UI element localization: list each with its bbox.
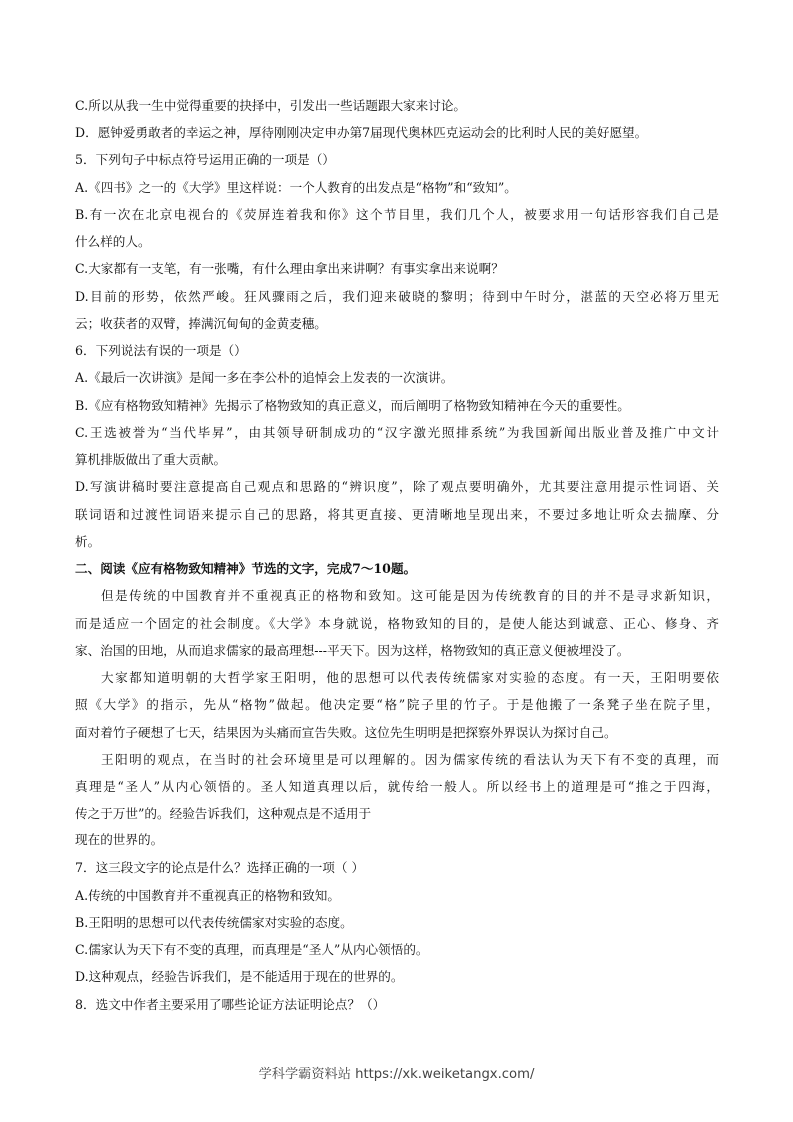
section-heading: 二、阅读《应有格物致知精神》节选的文字，完成7～10题。 bbox=[75, 561, 417, 576]
option-d-q7: D.这种观点，经验告诉我们，是不能适用于现在的世界的。 bbox=[75, 969, 404, 984]
option-d-q6-line2: 联词语和过渡性词语来提示自己的思路，将其更直接、更清晰地呈现出来，不要过多地让听众去揣摩、分 bbox=[75, 507, 719, 522]
option-a-q6: A.《最后一次讲演》是闻一多在李公朴的追悼会上发表的一次演讲。 bbox=[75, 370, 454, 385]
option-a-q5: A.《四书》之一的《大学》里这样说：一个人教育的出发点是“格物”和“致知”。 bbox=[75, 180, 517, 195]
footer-watermark: 学科学霸资料站 https://xk.weiketangx.com/ bbox=[258, 1067, 535, 1082]
passage-p3-line3: 传之于万世”的。经验告诉我们，这种观点是不适用于 bbox=[75, 806, 372, 821]
option-d-q6-line3: 析。 bbox=[75, 534, 101, 549]
option-c-q7: C.儒家认为天下有不变的真理，而真理是“圣人”从内心领悟的。 bbox=[75, 942, 429, 957]
option-b-q5-line1: B.有一次在北京电视台的《荧屏连着我和你》这个节目里，我们几个人，被要求用一句话形容我们自己是 bbox=[75, 207, 719, 222]
option-b-q7: B.王阳明的思想可以代表传统儒家对实验的态度。 bbox=[75, 915, 353, 930]
option-c-q6-line1: C.王选被誉为“当代毕昇”，由其领导研制成功的“汉字激光照排系统”为我国新闻出版业普及推广中文计 bbox=[75, 425, 719, 440]
passage-p2-line2: 照《大学》的指示，先从“格物”做起。他决定要“格”院子里的竹子。于是他搬了一条凳子坐在院子里， bbox=[75, 697, 719, 712]
option-b-q5-line2: 什么样的人。 bbox=[75, 234, 151, 249]
passage-p1-line2: 而是适应一个固定的社会制度。《大学》本身就说，格物致知的目的，是使人能达到诚意、正心、修身、齐 bbox=[75, 616, 719, 631]
passage-p2-line3: 面对着竹子硬想了七天，结果因为头痛而宣告失败。这位先生明明是把探察外界误认为探讨自己。 bbox=[75, 725, 617, 740]
option-c-q5: C.大家都有一支笔，有一张嘴，有什么理由拿出来讲啊？有事实拿出来说啊？ bbox=[75, 261, 504, 276]
passage-p1-line1: 但是传统的中国教育并不重视真正的格物和致知。这可能是因为传统教育的目的并不是寻求新知识， bbox=[101, 588, 719, 603]
question-5: 5．下列句子中标点符号运用正确的一项是（） bbox=[75, 152, 335, 167]
option-c-q6-line2: 算机排版做出了重大贡献。 bbox=[75, 452, 227, 467]
option-a-q7: A.传统的中国教育并不重视真正的格物和致知。 bbox=[75, 888, 340, 903]
question-7: 7．这三段文字的论点是什么？选择正确的一项（ ） bbox=[75, 860, 365, 875]
passage-p2-line1: 大家都知道明朝的大哲学家王阳明，他的思想可以代表传统儒家对实验的态度。有一天，王阳明要依 bbox=[101, 670, 719, 685]
question-6: 6．下列说法有误的一项是（） bbox=[75, 343, 247, 358]
option-d-q4: D．愿钟爱勇敢者的幸运之神，厚待刚刚决定申办第7届现代奥林匹克运动会的比利时人民的美好愿望。 bbox=[75, 125, 648, 140]
option-b-q6: B.《应有格物致知精神》先揭示了格物致知的真正意义，而后阐明了格物致知精神在今天的重要性。 bbox=[75, 398, 630, 413]
question-8: 8．选文中作者主要采用了哪些论证方法证明论点？（） bbox=[75, 997, 386, 1012]
passage-p3-line1: 王阳明的观点，在当时的社会环境里是可以理解的。因为儒家传统的看法认为天下有不变的真理，而 bbox=[101, 752, 719, 767]
option-d-q5-line1: D.目前的形势，依然严峻。狂风骤雨之后，我们迎来破晓的黎明；待到中午时分，湛蓝的天空必将万里无 bbox=[75, 289, 719, 304]
option-d-q5-line2: 云；收获者的双臂，捧满沉甸甸的金黄麦穗。 bbox=[75, 316, 327, 331]
passage-p1-line3: 家、治国的田地，从而追求儒家的最高理想---平天下。因为这样，格物致知的真正意义便被埋没了。 bbox=[75, 643, 630, 658]
option-c-q4: C.所以从我一生中觉得重要的抉择中，引发出一些话题跟大家来讨论。 bbox=[75, 98, 467, 113]
option-d-q6-line1: D.写演讲稿时要注意提高自己观点和思路的“辨识度”，除了观点要明确外，尤其要注意用提示性词语、关 bbox=[75, 479, 719, 494]
passage-p3-line4: 现在的世界的。 bbox=[75, 832, 164, 847]
passage-p3-line2: 真理是“圣人”从内心领悟的。圣人知道真理以后，就传给一般人。所以经书上的道理是可“推之于四海， bbox=[75, 779, 719, 794]
